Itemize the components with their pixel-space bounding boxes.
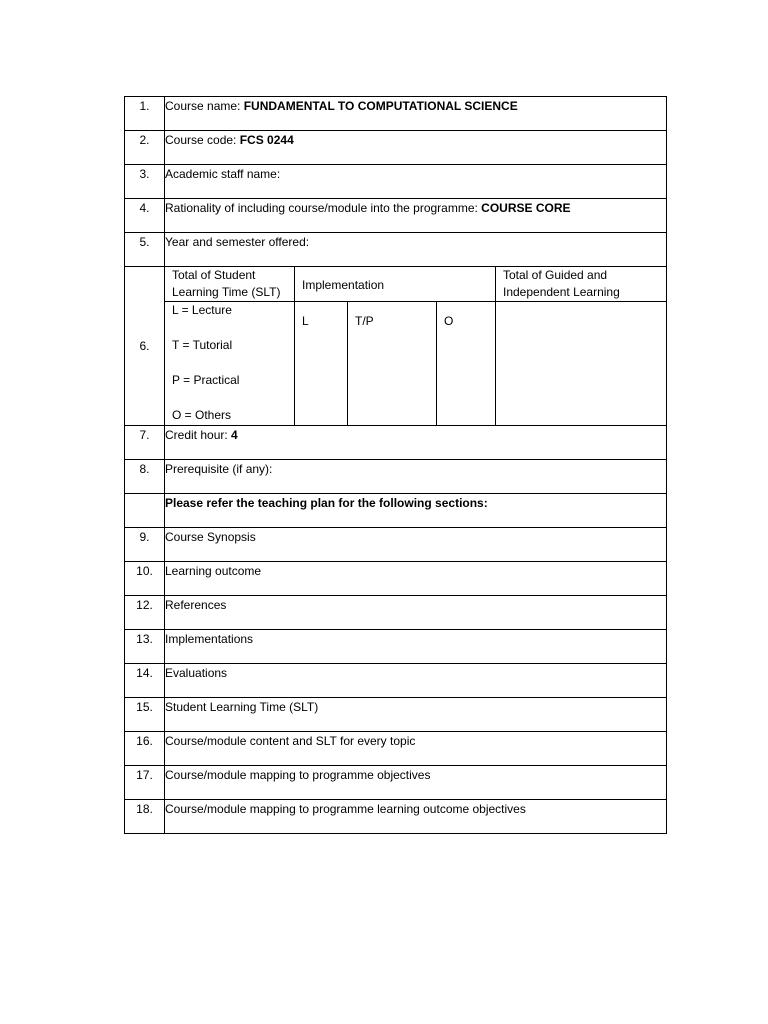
course-name	[165, 97, 667, 131]
row-value: COURSE CORE	[481, 201, 571, 215]
table-row	[125, 732, 667, 766]
row-number: 18.	[125, 800, 165, 834]
row-number: 5.	[125, 233, 165, 267]
table-row	[125, 165, 667, 199]
section-label: Course Synopsis	[165, 528, 667, 562]
table-row	[125, 131, 667, 165]
table-row	[125, 562, 667, 596]
section-label: Evaluations	[165, 664, 667, 698]
section-label: Learning outcome	[165, 562, 667, 596]
legend-item: T = Tutorial	[172, 338, 233, 352]
row-number: 13.	[125, 630, 165, 664]
refer-note-text: Please refer the teaching plan for the following sections:	[165, 496, 488, 510]
year-semester	[165, 233, 667, 267]
course-info-table	[124, 96, 667, 834]
section-label: Course/module mapping to programme objectives	[165, 766, 667, 800]
row-value: FUNDAMENTAL TO COMPUTATIONAL SCIENCE	[243, 99, 518, 113]
table-row	[125, 596, 667, 630]
column-l: L	[295, 302, 348, 425]
slt-legend	[165, 302, 295, 425]
guided-independent-header: Total of Guided and Independent Learning	[496, 267, 666, 302]
table-row	[125, 494, 667, 528]
slt-grid	[165, 267, 666, 425]
row-label: Course name:	[165, 99, 244, 113]
table-row	[125, 664, 667, 698]
slt-cell	[165, 267, 667, 426]
row-number: 8.	[125, 460, 165, 494]
course-code	[165, 131, 667, 165]
row-number: 7.	[125, 426, 165, 460]
legend-item: O = Others	[172, 408, 232, 422]
row-label: Credit hour:	[165, 428, 232, 442]
row-number: 4.	[125, 199, 165, 233]
row-number: 10.	[125, 562, 165, 596]
slt-header: Total of Student Learning Time (SLT)	[165, 267, 295, 302]
prerequisite: Prerequisite (if any):	[165, 460, 667, 494]
section-label: Course/module content and SLT for every topic	[165, 732, 667, 766]
refer-note	[165, 494, 667, 528]
academic-staff-name	[165, 165, 667, 199]
row-number: 12.	[125, 596, 165, 630]
table-row	[125, 630, 667, 664]
table-row	[125, 199, 667, 233]
rationality	[165, 199, 667, 233]
implementation-header: Implementation	[295, 267, 496, 302]
table-row	[125, 698, 667, 732]
row-label: Rationality of including course/module into the programme:	[165, 201, 482, 215]
row-value: 4	[231, 428, 238, 442]
table-row	[125, 800, 667, 834]
row-number: 1.	[125, 97, 165, 131]
legend-item: L = Lecture	[172, 303, 232, 317]
table-row	[125, 766, 667, 800]
section-label: Student Learning Time (SLT)	[165, 698, 667, 732]
section-label: Implementations	[165, 630, 667, 664]
row-number: 9.	[125, 528, 165, 562]
table-row	[125, 233, 667, 267]
row-number: 3.	[125, 165, 165, 199]
section-label: References	[165, 596, 667, 630]
row-label: Academic staff name:	[165, 167, 281, 181]
slt-row	[125, 267, 667, 426]
table-row	[125, 460, 667, 494]
row-number: 6.	[125, 267, 165, 426]
row-number: 17.	[125, 766, 165, 800]
guided-value-cell	[496, 302, 666, 425]
row-value: FCS 0244	[239, 133, 294, 147]
row-number: 14.	[125, 664, 165, 698]
row-number-empty	[125, 494, 165, 528]
row-label: Year and semester offered:	[165, 235, 310, 249]
column-o: O	[437, 302, 496, 425]
table-row	[125, 97, 667, 131]
section-label: Course/module mapping to programme learning outcome objectives	[165, 800, 667, 834]
column-tp: T/P	[348, 302, 437, 425]
table-row	[125, 528, 667, 562]
row-number: 2.	[125, 131, 165, 165]
row-number: 16.	[125, 732, 165, 766]
row-number: 15.	[125, 698, 165, 732]
legend-item: P = Practical	[172, 373, 240, 387]
table-row	[125, 426, 667, 460]
row-label: Course code:	[165, 133, 240, 147]
